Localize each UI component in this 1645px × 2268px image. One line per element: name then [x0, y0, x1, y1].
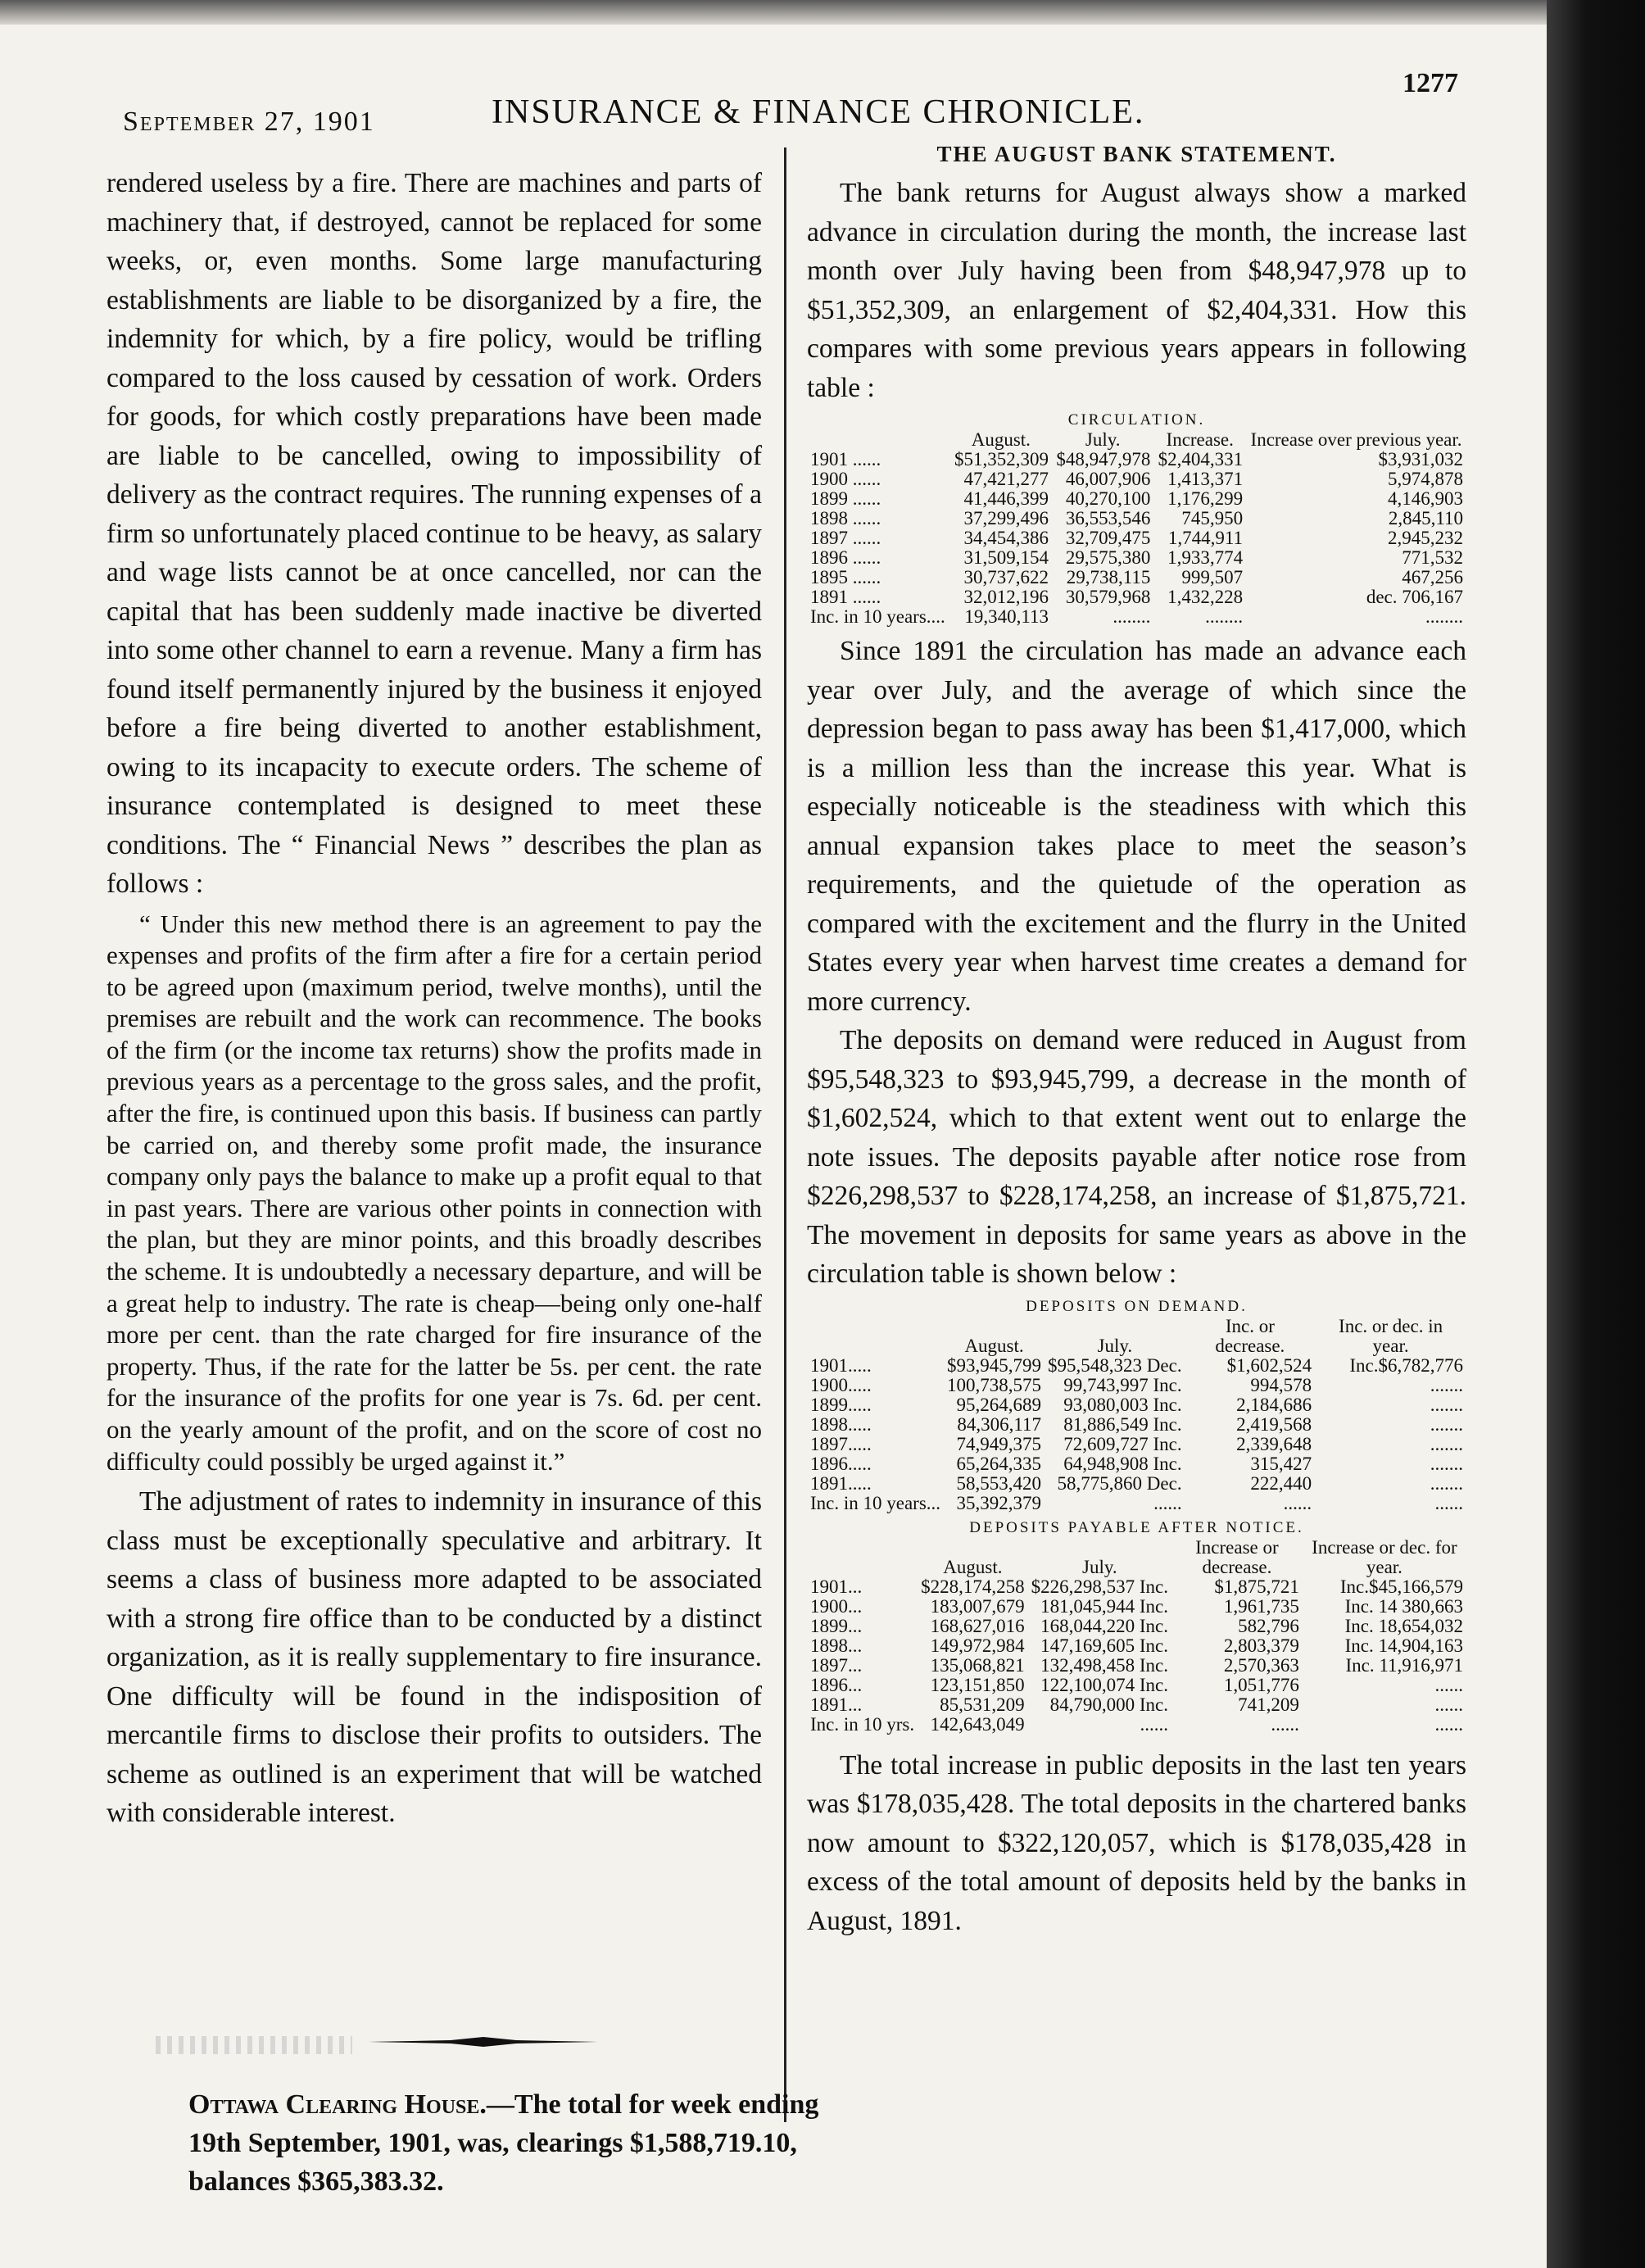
table-cell: 1,432,228: [1167, 587, 1244, 607]
table-cell: $3,931,032: [1378, 449, 1463, 469]
table-cell: ......: [1434, 1492, 1463, 1513]
column-header: July.: [1082, 1556, 1117, 1577]
table-cell: 1891...: [810, 1694, 863, 1715]
table-cell: 31,509,154: [963, 547, 1049, 568]
table-cell: ......: [1271, 1713, 1299, 1735]
table-row: [807, 1656, 1466, 1676]
table-row: [807, 1474, 1466, 1494]
table-cell: ......: [1434, 1694, 1463, 1715]
publication-title: INSURANCE & FINANCE CHRONICLE.: [492, 93, 1145, 131]
table-row: [807, 587, 1466, 607]
table-cell: 1897.....: [810, 1433, 872, 1454]
table-cell: 1900.....: [810, 1374, 872, 1395]
column-header: [807, 430, 950, 450]
column-header: [807, 1538, 918, 1577]
table-cell: .......: [1430, 1394, 1463, 1415]
table-cell: 467,256: [1402, 567, 1463, 587]
article-paragraph: The deposits on demand were reduced in August from $95,548,323 to $93,945,799, a decrease in the month of $1,602,524, which to that extent went out to enlarge the note issues. The deposits payable after notice rose from $226,298,537 to $228,174,258, an increase of $1,875,721. The movement in deposits for same years as above in the circulation table is shown below :: [807, 1025, 1466, 1289]
table-cell: 1891 ......: [810, 587, 881, 607]
table-cell: 19,340,113: [964, 606, 1049, 627]
table-cell: 1899...: [810, 1615, 863, 1636]
table-cell: 168,627,016: [930, 1615, 1025, 1636]
table-cell: .......: [1430, 1374, 1463, 1395]
table-cell: 1900 ......: [810, 469, 881, 489]
table-cell: Inc.$6,782,776: [1349, 1354, 1463, 1376]
column-header: August.: [971, 429, 1031, 450]
table-cell: $48,947,978: [1056, 449, 1151, 469]
table-cell: .......: [1430, 1453, 1463, 1474]
table-row: [807, 1695, 1466, 1715]
table-cell: 72,609,727 Inc.: [1063, 1433, 1182, 1454]
table-cell: 1896...: [810, 1674, 863, 1695]
table-cell: 1,744,911: [1167, 528, 1244, 548]
table-cell: 5,974,878: [1388, 469, 1463, 489]
column-header: Increase or decrease.: [1195, 1536, 1279, 1577]
table-cell: 1898...: [810, 1635, 863, 1656]
article-paragraph: Since 1891 the circulation has made an advance each year over July, and the average of which since the depression began to pass away has been $1,417,000, which is a million less than the increase this year. What is especially noticeable is the steadiness with which this annual expansion takes place to meet the season’s requirements, and the quietude of the operation as compared with the excitement and the flurry in the United States every year when harvest time creates a demand for more currency.: [807, 636, 1466, 1017]
table-cell: 34,454,386: [963, 528, 1049, 548]
table-cell: 47,421,277: [963, 469, 1049, 489]
column-header: [807, 1317, 944, 1356]
column-header: Inc. or decrease.: [1215, 1315, 1285, 1356]
column-divider: [784, 147, 786, 2122]
table-cell: 741,209: [1238, 1694, 1299, 1715]
table-cell: 99,743,997 Inc.: [1063, 1374, 1182, 1395]
table-row: [807, 450, 1466, 469]
table-row: [807, 489, 1466, 509]
column-header: Inc. or dec. in year.: [1339, 1315, 1443, 1356]
table-cell: ........: [1205, 606, 1244, 627]
table-row: [807, 1454, 1466, 1474]
table-cell: 81,886,549 Inc.: [1063, 1413, 1182, 1435]
table-cell: 1901...: [810, 1576, 863, 1597]
left-column: [106, 164, 762, 1833]
column-header: August.: [964, 1335, 1024, 1356]
table-cell: 46,007,906: [1065, 469, 1151, 489]
table-row: [807, 548, 1466, 568]
table-row: [807, 568, 1466, 587]
table-cell: 132,498,458 Inc.: [1040, 1654, 1168, 1676]
table-cell: 1898.....: [810, 1413, 872, 1435]
issue-date: September 27, 1901: [123, 107, 375, 137]
table-row: [807, 1676, 1466, 1695]
table-row: [807, 509, 1466, 528]
table-cell: 1,413,371: [1167, 469, 1244, 489]
table-cell: $93,945,799: [947, 1354, 1042, 1376]
table-cell: dec. 706,167: [1366, 587, 1463, 607]
table-cell: 1897 ......: [810, 528, 881, 548]
table-cell: Inc. in 10 yrs.: [810, 1713, 915, 1735]
table-cell: 32,709,475: [1065, 528, 1151, 548]
table-cell: 30,737,622: [963, 567, 1049, 587]
article-paragraph: The total increase in public deposits in the last ten years was $178,035,428. The total deposits in the chartered banks now amount to $322,120,057, which is $178,035,428 in excess of the total amount of deposits held by the banks in August, 1891.: [807, 1749, 1466, 1936]
print-smudge: [156, 2036, 352, 2054]
table-cell: 1897...: [810, 1654, 863, 1676]
table-cell: ........: [1425, 606, 1463, 627]
table-row: [807, 1415, 1466, 1435]
table-cell: 745,950: [1181, 508, 1244, 528]
table-cell: 93,080,003 Inc.: [1063, 1394, 1182, 1415]
table-cell: 100,738,575: [947, 1374, 1042, 1395]
ornamental-rule: [369, 2035, 598, 2048]
table-header-row: [807, 430, 1466, 450]
table-cell: 147,169,605 Inc.: [1040, 1635, 1168, 1656]
table-cell: 40,270,100: [1065, 488, 1151, 509]
table-row: [807, 1577, 1466, 1597]
table-cell: 168,044,220 Inc.: [1040, 1615, 1168, 1636]
table-cell: .......: [1430, 1433, 1463, 1454]
circulation-table: [807, 411, 1466, 627]
table-cell: 2,945,232: [1388, 528, 1463, 548]
column-header: Increase.: [1166, 429, 1234, 450]
table-cell: 999,507: [1181, 567, 1244, 587]
table-row: [807, 1376, 1466, 1395]
table-cell: $1,602,524: [1226, 1354, 1312, 1376]
table-cell: 29,738,115: [1066, 567, 1151, 587]
table-row: [807, 1395, 1466, 1415]
table-cell: 84,306,117: [957, 1413, 1042, 1435]
notice-text: —The total for week ending 19th September, 1901, was, clearings $1,588,719.10, balances $365,383.32.: [188, 2089, 819, 2197]
table-cell: 1,051,776: [1223, 1674, 1299, 1695]
table-cell: 1900...: [810, 1595, 863, 1617]
table-cell: 37,299,496: [963, 508, 1049, 528]
table-cell: 84,790,000 Inc.: [1049, 1694, 1168, 1715]
table-cell: Inc.$45,166,579: [1339, 1576, 1463, 1597]
article-paragraph: The bank returns for August always show a marked advance in circulation during the month, the increase last month over July having been from $48,947,978 up to $51,352,309, an enlargement of $2,404,331. How this compares with some previous years appears in following table :: [807, 178, 1466, 403]
table-cell: 1899.....: [810, 1394, 872, 1415]
column-header: Increase or dec. for year.: [1312, 1536, 1457, 1577]
table-row: [807, 528, 1466, 548]
table-cell: 41,446,399: [963, 488, 1049, 509]
table-cell: 1896 ......: [810, 547, 881, 568]
table-row: [807, 1435, 1466, 1454]
table-cell: 181,045,944 Inc.: [1040, 1595, 1168, 1617]
right-column: [807, 138, 1466, 1940]
table-cell: 1,961,735: [1223, 1595, 1299, 1617]
table-cell: 74,949,375: [956, 1433, 1042, 1454]
scan-top-edge: [0, 0, 1645, 25]
table-cell: 582,796: [1238, 1615, 1299, 1636]
table-cell: $51,352,309: [954, 449, 1049, 469]
section-title: THE AUGUST BANK STATEMENT.: [936, 142, 1337, 166]
table-cell: 64,948,908 Inc.: [1063, 1453, 1182, 1474]
quoted-passage: “ Under this new method there is an agreement to pay the expenses and profits of the firm after a fire for a certain period to be agreed upon (maximum period, twelve months), until the premises are rebuilt and the work can recommence. The books of the firm (or the income tax returns) show the profits made in previous years as a percentage to the gross sales, and the profit, after the fire, is continued upon this basis. If business can partly be carried on, and thereby some profit made, the insurance company only pays the balance to make up a profit equal to that in past years. There are various other points in connection with the plan, but they are minor points, and this broadly describes the scheme. It is undoubtedly a necessary departure, and will be a great help to industry. The rate is cheap—being only one-half more per cent. than the rate charged for fire insurance of the property. Thus, if the rate for the latter be 5s. per cent. the rate for the insurance of the profits for one year is 7s. 6d. per cent. on the yearly amount of the profit, and on the score of cost no difficulty could possibly be urged against it.”: [106, 909, 762, 1476]
table-cell: 1,933,774: [1167, 547, 1244, 568]
table-cell: 183,007,679: [930, 1595, 1025, 1617]
deposits-on-demand-table: [807, 1297, 1466, 1513]
table-cell: 1901 ......: [810, 449, 881, 469]
table-cell: ......: [1140, 1713, 1168, 1735]
table-cell: $1,875,721: [1214, 1576, 1299, 1597]
article-paragraph: rendered useless by a fire. There are machines and parts of machinery that, if destroyed, cannot be replaced for some weeks, or, even months. Some large manufacturing establishments are liable to be disorganized by a fire, the indemnity for which, by a fire policy, would be trifling compared to the loss caused by cessation of work. Orders for goods, for which costly preparations have been made are liable to be cancelled, owing to impossibility of delivery as the contract requires. The running expenses of a firm so unfortunately placed continue to be heavy, as salary and wage lists cannot be at once cancelled, nor can the capital that has been suddenly made inactive be diverted into some other channel to earn a revenue. Many a firm has found itself permanently injured by the business it enjoyed before a fire being diverted to another establishment, owing to its incapacity to execute orders. The scheme of insurance contemplated is designed to meet these conditions. The “ Financial News ” describes the plan as follows :: [106, 168, 762, 899]
table-row: [807, 1617, 1466, 1636]
table-cell: Inc. 14,904,163: [1344, 1635, 1463, 1656]
table-cell: $226,298,537 Inc.: [1031, 1576, 1168, 1597]
table-row: [807, 1494, 1466, 1513]
table-cell: ......: [1153, 1492, 1182, 1513]
table-cell: Inc. in 10 years....: [810, 606, 945, 627]
table-cell: Inc. 14 380,663: [1344, 1595, 1463, 1617]
column-header: July.: [1097, 1335, 1133, 1356]
table-cell: 315,427: [1250, 1453, 1312, 1474]
table-cell: Inc. in 10 years...: [810, 1492, 941, 1513]
table-cell: .......: [1430, 1472, 1463, 1494]
deposits-after-notice-table: [807, 1518, 1466, 1735]
table-row: [807, 1597, 1466, 1617]
table-cell: 1896.....: [810, 1453, 872, 1474]
table-cell: 4,146,903: [1388, 488, 1463, 509]
table-cell: ......: [1283, 1492, 1312, 1513]
table-cell: 135,068,821: [930, 1654, 1025, 1676]
table-cell: Inc. 11,916,971: [1345, 1654, 1463, 1676]
table-cell: 1895 ......: [810, 567, 881, 587]
table-cell: 30,579,968: [1065, 587, 1151, 607]
table-header-row: [807, 1317, 1466, 1356]
table-cell: 1899 ......: [810, 488, 881, 509]
table-cell: $228,174,258: [921, 1576, 1025, 1597]
table-cell: 994,578: [1250, 1374, 1312, 1395]
table-cell: 123,151,850: [930, 1674, 1025, 1695]
table-cell: 29,575,380: [1065, 547, 1151, 568]
table-cell: 122,100,074 Inc.: [1040, 1674, 1168, 1695]
table-cell: 2,803,379: [1223, 1635, 1299, 1656]
table-cell: 35,392,379: [956, 1492, 1042, 1513]
table-cell: ......: [1434, 1674, 1463, 1695]
table-cell: 142,643,049: [930, 1713, 1025, 1735]
page-header: [123, 61, 1458, 137]
column-header: Increase over previous year.: [1250, 429, 1462, 450]
table-cell: Inc. 18,654,032: [1344, 1615, 1463, 1636]
column-header: August.: [943, 1556, 1003, 1577]
table-cell: ......: [1434, 1713, 1463, 1735]
table-cell: 1898 ......: [810, 508, 881, 528]
table-cell: 2,184,686: [1236, 1394, 1312, 1415]
ottawa-clearing-house-notice: [188, 2085, 827, 2201]
scan-binding-edge: [1547, 0, 1645, 2268]
table-cell: 95,264,689: [956, 1394, 1042, 1415]
table-cell: 2,570,363: [1223, 1654, 1299, 1676]
table-cell: 1891.....: [810, 1472, 872, 1494]
table-cell: 65,264,335: [956, 1453, 1042, 1474]
column-header: July.: [1085, 429, 1121, 450]
table-row: [807, 1356, 1466, 1376]
table-cell: 32,012,196: [963, 587, 1049, 607]
table-cell: 149,972,984: [930, 1635, 1025, 1656]
table-cell: 2,339,648: [1236, 1433, 1312, 1454]
table-cell: 2,845,110: [1388, 508, 1463, 528]
page-number: 1277: [1403, 68, 1458, 98]
table-caption: CIRCULATION.: [1067, 411, 1206, 429]
table-cell: 1,176,299: [1167, 488, 1244, 509]
table-row: [807, 1715, 1466, 1735]
table-cell: $95,548,323 Dec.: [1048, 1354, 1182, 1376]
table-cell: 1901.....: [810, 1354, 872, 1376]
article-paragraph: The adjustment of rates to indemnity in insurance of this class must be exceptionally speculative and arbitrary. It seems a class of business more adapted to be associated with a strong fire office than to be conducted by a distinct organization, as it is really supplementary to fire insurance. One difficulty will be found in the indisposition of mercantile firms to disclose their profits to outsiders. The scheme as outlined is an experiment that will be watched with considerable interest.: [106, 1486, 762, 1829]
table-cell: 222,440: [1250, 1472, 1312, 1494]
table-row: [807, 1636, 1466, 1656]
table-caption: DEPOSITS PAYABLE AFTER NOTICE.: [969, 1518, 1304, 1536]
table-cell: $2,404,331: [1158, 449, 1244, 469]
table-cell: 58,775,860 Dec.: [1057, 1472, 1182, 1494]
table-cell: 771,532: [1402, 547, 1463, 568]
table-caption: DEPOSITS ON DEMAND.: [1026, 1297, 1248, 1315]
table-cell: 2,419,568: [1236, 1413, 1312, 1435]
table-cell: .......: [1430, 1413, 1463, 1435]
notice-title: Ottawa Clearing House.: [188, 2089, 487, 2120]
table-row: [807, 469, 1466, 489]
table-cell: 58,553,420: [956, 1472, 1042, 1494]
table-row: [807, 607, 1466, 627]
table-cell: ........: [1113, 606, 1151, 627]
table-header-row: [807, 1538, 1466, 1577]
table-cell: 85,531,209: [940, 1694, 1025, 1715]
table-cell: 36,553,546: [1065, 508, 1151, 528]
